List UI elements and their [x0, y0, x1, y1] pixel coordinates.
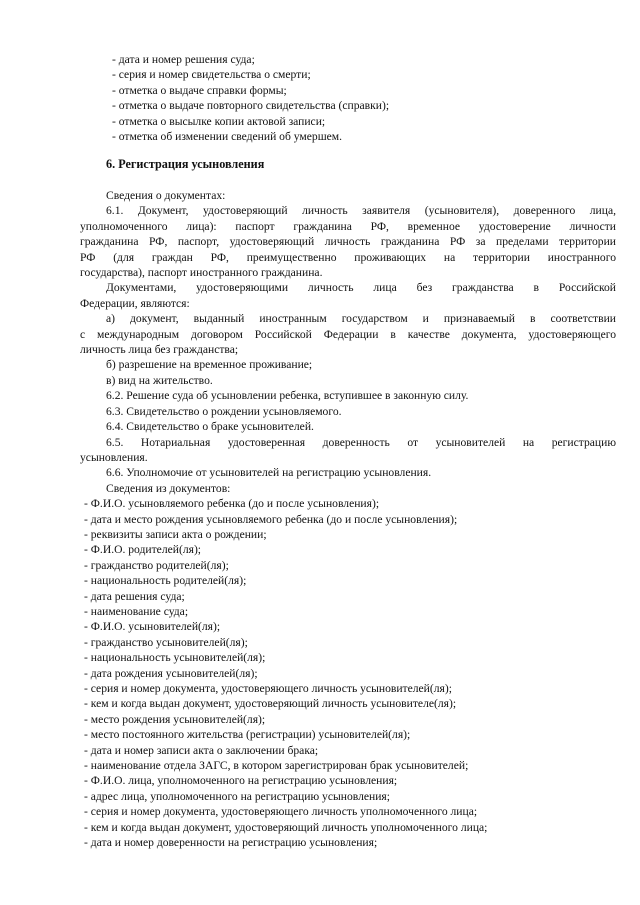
docs-intro: Сведения о документах: [106, 189, 226, 202]
list-item: - адрес лица, уполномоченного на регистрацию усыновления; [84, 789, 390, 803]
paragraph-a-line: а) документ, выданный иностранным государством и признаваемый в соответствии [106, 312, 616, 326]
paragraph-6-5-line: 6.5. Нотариальная удостоверенная доверенность от усыновителей на регистрацию [106, 435, 616, 449]
list-item: - гражданство усыновителей(ля); [84, 635, 248, 649]
list-item: - Ф.И.О. усыновляемого ребенка (до и после усыновления); [84, 497, 380, 511]
info-intro: Сведения из документов: [106, 481, 231, 495]
paragraph-6-1-line: РФ (для граждан РФ, преимущественно проживающих на территории иностранного [80, 250, 616, 264]
paragraph-6-5-line: усыновления. [80, 450, 148, 464]
paragraph-a-line: с международным договором Российской Федерации в качестве документа, удостоверяющего [80, 327, 616, 341]
list-item: - отметка об изменении сведений об умершем. [112, 130, 343, 144]
paragraph-stateless-line: Документами, удостоверяющими личность лица без гражданства в Российской [106, 281, 616, 295]
list-item: - отметка о высылке копии актовой записи; [112, 114, 326, 128]
list-item: - серия и номер документа, удостоверяющего личность усыновителей(ля); [84, 682, 452, 695]
list-item: - кем и когда выдан документ, удостоверяющий личность усыновителе(ля); [84, 697, 457, 711]
section-heading: 6. Регистрация усыновления [106, 157, 265, 171]
paragraph-6-4: 6.4. Свидетельство о браке усыновителей. [106, 420, 314, 434]
list-item: - Ф.И.О. усыновителей(ля); [84, 620, 221, 634]
paragraph-a-line: личность лица без гражданства; [80, 343, 239, 357]
list-item: - Ф.И.О. лица, уполномоченного на регистрацию усыновления; [84, 774, 398, 788]
list-item: - национальность родителей(ля); [84, 574, 247, 588]
list-item: - дата рождения усыновителей(ля); [84, 666, 258, 680]
paragraph-6-1-line: гражданина РФ, паспорт, удостоверяющий личность гражданина РФ за пределами территории [80, 235, 616, 249]
list-item: - реквизиты записи акта о рождении; [84, 527, 267, 541]
paragraph-6-2: 6.2. Решение суда об усыновлении ребенка, вступившее в законную силу. [106, 389, 469, 403]
section-body [0, 188, 640, 850]
top-list [0, 52, 640, 144]
paragraph-stateless-line: Федерации, являются: [80, 296, 190, 310]
list-item: - дата и номер записи акта о заключении брака; [84, 743, 319, 757]
list-item: - место постоянного жительства (регистрации) усыновителей(ля); [84, 728, 411, 742]
paragraph-b: б) разрешение на временное проживание; [106, 358, 313, 372]
list-item: - Ф.И.О. родителей(ля); [84, 543, 202, 557]
list-item: - наименование суда; [84, 604, 189, 618]
paragraph-v: в) вид на жительство. [106, 373, 213, 387]
list-item: - серия и номер документа, удостоверяющего личность уполномоченного лица; [84, 805, 478, 819]
list-item: - дата и номер решения суда; [112, 53, 255, 66]
list-item: - отметка о выдаче справки формы; [112, 83, 287, 97]
list-item: - кем и когда выдан документ, удостоверяющий личность уполномоченного лица; [84, 820, 488, 834]
info-list [0, 496, 640, 850]
paragraph-6-3: 6.3. Свидетельство о рождении усыновляемого. [106, 404, 342, 418]
list-item: - наименование отдела ЗАГС, в котором зарегистрирован брак усыновителей; [84, 759, 469, 773]
list-item: - серия и номер свидетельства о смерти; [112, 68, 311, 82]
section-heading-block [0, 157, 640, 172]
list-item: - место рождения усыновителей(ля); [84, 712, 266, 726]
list-item: - отметка о выдаче повторного свидетельства (справки); [112, 99, 390, 113]
list-item: - дата и место рождения усыновляемого ребенка (до и после усыновления); [84, 512, 458, 526]
paragraph-6-6: 6.6. Уполномочие от усыновителей на регистрацию усыновления. [106, 466, 432, 480]
paragraph-6-1-line: государства), паспорт иностранного гражданина. [80, 266, 323, 280]
list-item: - национальность усыновителей(ля); [84, 651, 266, 665]
paragraph-6-1-line: 6.1. Документ, удостоверяющий личность заявителя (усыновителя), доверенного лица, [106, 204, 616, 218]
list-item: - дата и номер доверенности на регистрацию усыновления; [84, 836, 378, 850]
list-item: - дата решения суда; [84, 589, 185, 603]
list-item: - гражданство родителей(ля); [84, 558, 229, 572]
paragraph-6-1-line: уполномоченного лица): паспорт гражданина РФ, временное удостоверение личности [80, 219, 616, 233]
